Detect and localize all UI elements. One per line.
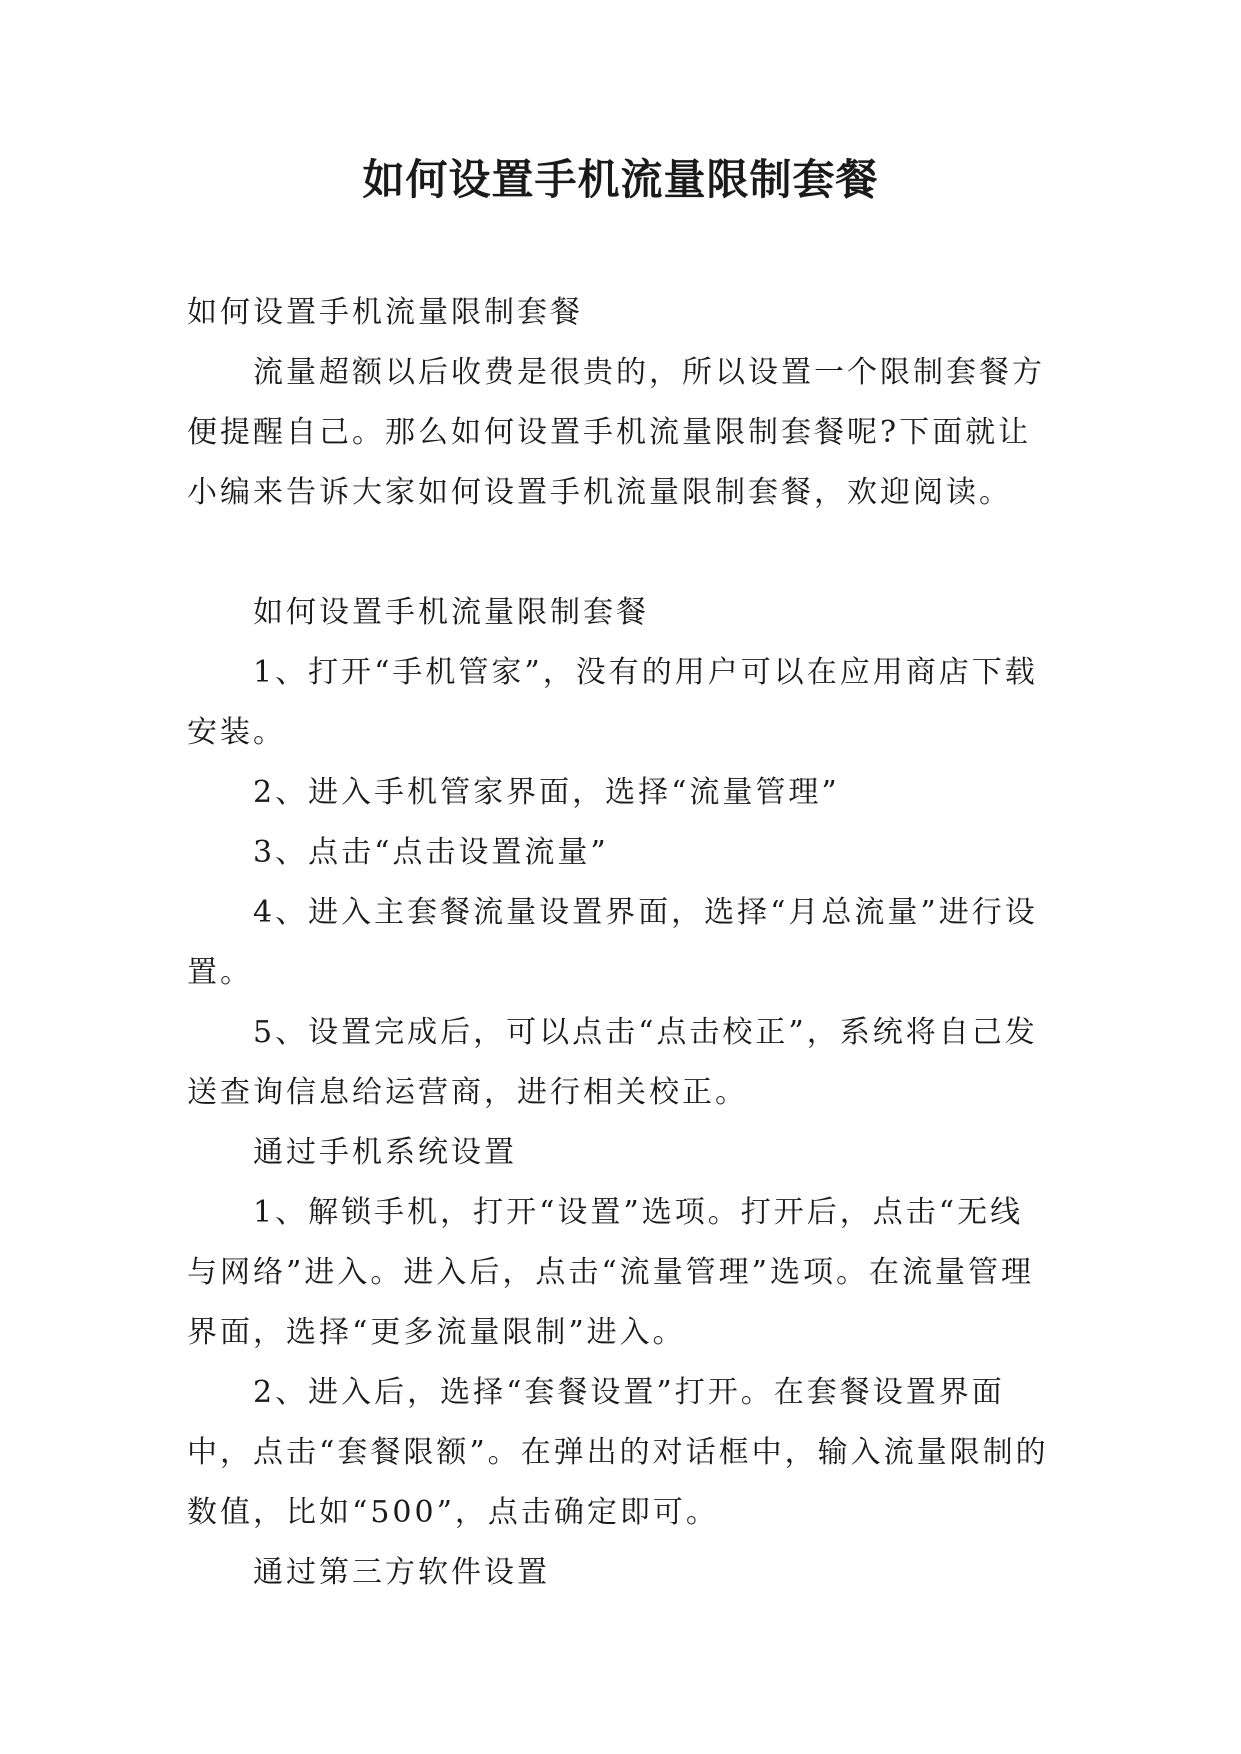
paragraph-intro: 流量超额以后收费是很贵的，所以设置一个限制套餐方便提醒自己。那么如何设置手机流量限制套餐呢?下面就让小编来告诉大家如何设置手机流量限制套餐，欢迎阅读。	[187, 355, 1045, 510]
document-title: 如何设置手机流量限制套餐	[362, 155, 879, 204]
step-1: 1、打开“手机管家”，没有的用户可以在应用商店下载安装。	[187, 655, 1038, 750]
blank-line	[187, 523, 1055, 583]
step-2: 2、进入手机管家界面，选择“流量管理”	[253, 775, 840, 810]
paragraph-heading: 如何设置手机流量限制套餐	[187, 295, 583, 330]
section-heading-system: 通过手机系统设置	[253, 1135, 517, 1170]
section-heading-third-party: 通过第三方软件设置	[253, 1555, 550, 1590]
section-heading-guanjia: 如何设置手机流量限制套餐	[253, 595, 649, 630]
document-body	[187, 283, 1055, 1603]
step-4: 4、进入主套餐流量设置界面，选择“月总流量”进行设置。	[187, 895, 1038, 990]
system-step-2: 2、进入后，选择“套餐设置”打开。在套餐设置界面中，点击“套餐限额”。在弹出的对话框中，输入流量限制的数值，比如“500”，点击确定即可。	[187, 1375, 1049, 1530]
system-step-1: 1、解锁手机，打开“设置”选项。打开后，点击“无线与网络”进入。进入后，点击“流量管理”选项。在流量管理界面，选择“更多流量限制”进入。	[187, 1195, 1035, 1350]
step-5: 5、设置完成后，可以点击“点击校正”，系统将自己发送查询信息给运营商，进行相关校正。	[187, 1015, 1038, 1110]
step-3: 3、点击“点击设置流量”	[253, 835, 609, 870]
